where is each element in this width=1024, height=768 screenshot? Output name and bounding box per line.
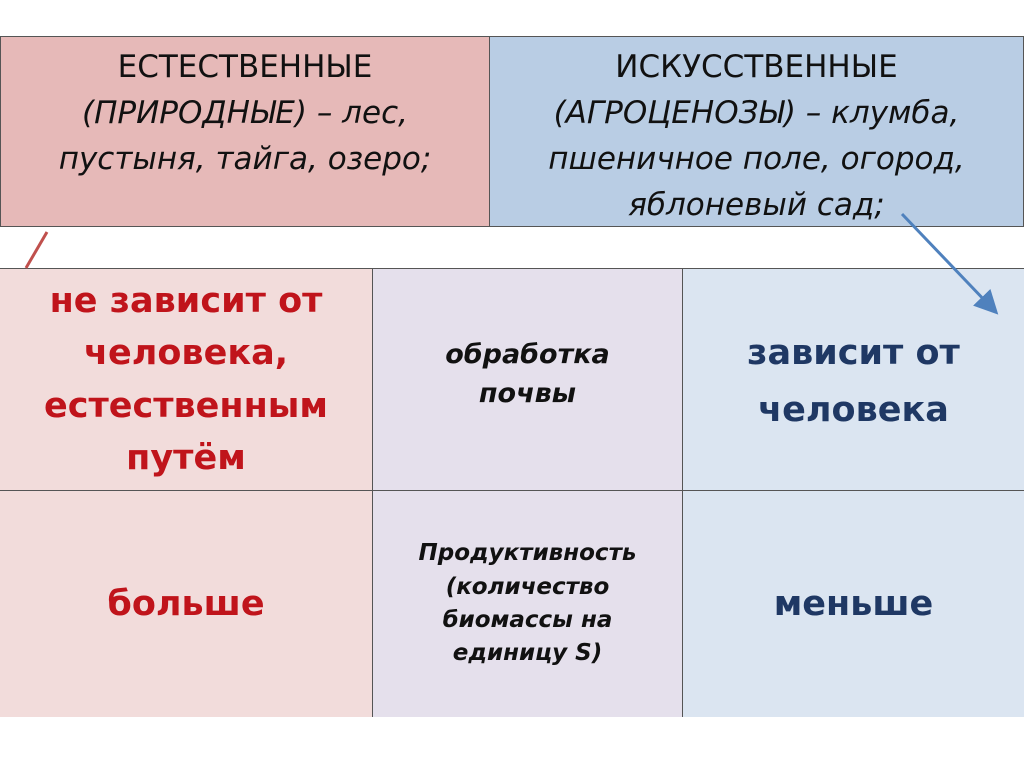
natural-dependence-text: [44, 275, 328, 485]
natural-productivity-cell: [0, 491, 372, 717]
soil-treatment-cell: [372, 269, 682, 490]
artificial-title: ИСКУССТВЕННЫЕ: [615, 49, 898, 85]
natural-subtitle: (ПРИРОДНЫЕ) – лес,: [82, 94, 408, 131]
artificial-productivity-text: меньше: [773, 583, 934, 624]
natural-dependence-line-1: не зависит от: [49, 280, 323, 321]
natural-ecosystems-header: [0, 36, 490, 227]
artificial-ecosystems-header: [490, 36, 1024, 227]
productivity-text: [419, 537, 637, 670]
artificial-ecosystems-text: [548, 45, 965, 229]
natural-dependence-line-3: естественным: [43, 385, 329, 426]
artificial-productivity-cell: [682, 491, 1024, 717]
natural-ecosystems-text: [59, 45, 432, 183]
productivity-line-1: Продуктивность: [418, 540, 637, 567]
natural-productivity-text: больше: [107, 583, 265, 624]
natural-dependence-line-4: путём: [126, 438, 246, 478]
artificial-dependence-line-1: зависит от: [747, 333, 960, 373]
artificial-examples-1: пшеничное поле, огород,: [548, 140, 965, 177]
soil-treatment-line-1: обработка: [445, 339, 610, 370]
productivity-line-2: (количество: [445, 573, 610, 600]
red-arrow: [26, 232, 47, 268]
productivity-line-4: единицу S): [452, 640, 603, 667]
soil-treatment-text: [445, 335, 610, 413]
artificial-dependence-text: [747, 325, 960, 438]
productivity-line-3: биомассы на: [442, 607, 613, 633]
artificial-dependence-line-2: человека: [758, 389, 949, 430]
soil-treatment-line-2: почвы: [478, 378, 577, 410]
natural-examples: пустыня, тайга, озеро;: [58, 140, 432, 177]
productivity-cell: [372, 491, 682, 717]
artificial-examples-2: яблоневый сад;: [628, 186, 885, 223]
natural-dependence-cell: [0, 269, 372, 490]
natural-title: ЕСТЕСТВЕННЫЕ: [117, 49, 373, 85]
artificial-dependence-cell: [682, 269, 1024, 490]
natural-dependence-line-2: человека,: [83, 333, 288, 373]
artificial-subtitle: (АГРОЦЕНОЗЫ) – клумба,: [553, 94, 960, 131]
